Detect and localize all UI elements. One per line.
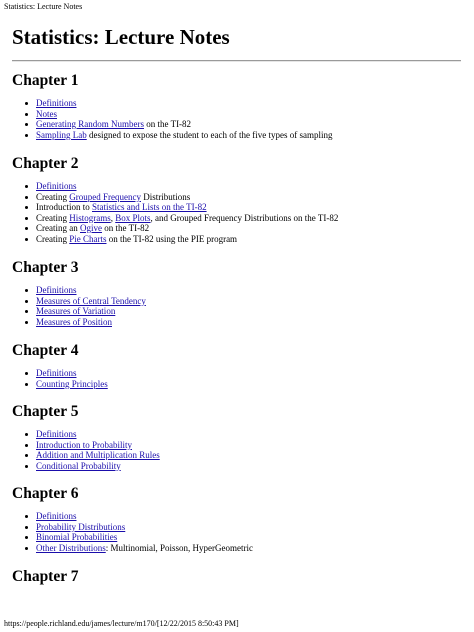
topic-link[interactable]: Definitions	[36, 511, 77, 521]
list-item	[24, 543, 253, 554]
list-item	[24, 296, 146, 307]
topic-link[interactable]: Measures of Central Tendency	[36, 295, 146, 306]
page-title: Statistics: Lecture Notes	[12, 25, 230, 49]
topic-text: on the TI-82	[143, 119, 192, 129]
topic-link[interactable]: Binomial Probabilities	[36, 532, 118, 542]
chapter-topic-list	[24, 511, 253, 553]
topic-link[interactable]: Generating Random Numbers	[36, 119, 144, 129]
list-item	[24, 213, 338, 224]
topic-link[interactable]: Statistics and Lists on the TI-82	[92, 202, 207, 212]
topic-link[interactable]: Introduction to Probability	[36, 439, 132, 450]
topic-text: Creating	[36, 212, 70, 223]
topic-link[interactable]: Measures of Position	[36, 316, 112, 327]
topic-link[interactable]: Definitions	[36, 285, 77, 295]
chapter-heading: Chapter 4	[12, 342, 79, 359]
list-item	[24, 522, 253, 533]
topic-link[interactable]: Probability Distributions	[36, 521, 126, 532]
list-item	[24, 98, 332, 109]
topic-text: ,	[110, 212, 116, 223]
topic-link[interactable]: Conditional Probability	[36, 460, 121, 471]
list-item	[24, 532, 253, 543]
list-item	[24, 306, 146, 317]
topic-link[interactable]: Definitions	[36, 368, 77, 378]
list-item	[24, 181, 338, 192]
chapter-heading: Chapter 3	[12, 259, 79, 276]
chapter-section	[12, 485, 464, 553]
topic-text: : Multinomial, Poisson, HyperGeometric	[105, 542, 253, 553]
chapter-topic-list	[24, 98, 332, 140]
topic-link[interactable]: Measures of Variation	[36, 306, 116, 316]
list-item	[24, 461, 160, 472]
topic-link[interactable]: Grouped Frequency	[69, 191, 141, 202]
topic-text: Creating	[36, 191, 70, 202]
topic-link[interactable]: Addition and Multiplication Rules	[36, 450, 160, 460]
topic-link[interactable]: Notes	[36, 108, 57, 119]
topic-link[interactable]: Box Plots	[115, 212, 151, 223]
chapter-section	[12, 72, 464, 140]
chapter-topic-list	[24, 285, 146, 327]
title-divider	[12, 60, 461, 62]
chapter-topic-list	[24, 181, 338, 244]
chapter-heading: Chapter 1	[12, 72, 79, 89]
chapter-topic-list	[24, 429, 160, 471]
chapter-topic-list	[24, 368, 108, 389]
topic-link[interactable]: Pie Charts	[69, 233, 107, 244]
chapter-heading: Chapter 2	[12, 155, 79, 172]
list-item	[24, 429, 160, 440]
list-item	[24, 202, 338, 213]
chapter-section	[12, 568, 464, 586]
topic-link[interactable]: Counting Principles	[36, 378, 108, 389]
topic-link[interactable]: Sampling Lab	[36, 129, 87, 140]
list-item	[24, 440, 160, 451]
topic-link[interactable]: Other Distributions	[36, 542, 106, 553]
list-item	[24, 450, 160, 461]
chapter-heading: Chapter 7	[12, 568, 79, 585]
chapter-section	[12, 403, 464, 471]
topic-text: on the TI-82 using the PIE program	[106, 233, 238, 244]
topic-link[interactable]: Histograms	[69, 212, 111, 223]
list-item	[24, 317, 146, 328]
topic-text: designed to expose the student to each of the five types of sampling	[86, 129, 333, 140]
list-item	[24, 130, 332, 141]
chapter-section	[12, 155, 464, 244]
list-item	[24, 234, 338, 245]
topic-text: Introduction to	[36, 202, 92, 212]
list-item	[24, 192, 338, 203]
topic-text: , and Grouped Frequency Distributions on the TI-82	[150, 212, 339, 223]
list-item	[24, 511, 253, 522]
topic-text: Creating	[36, 233, 70, 244]
topic-text: Distributions	[140, 191, 191, 202]
list-item	[24, 119, 332, 130]
topic-link[interactable]: Definitions	[36, 181, 77, 191]
topic-link[interactable]: Ogive	[80, 223, 102, 233]
topic-link[interactable]: Definitions	[36, 429, 77, 439]
chapter-heading: Chapter 6	[12, 485, 79, 502]
print-header: Statistics: Lecture Notes	[4, 2, 83, 11]
topic-text: on the TI-82	[102, 223, 150, 233]
topic-link[interactable]: Definitions	[36, 98, 77, 108]
chapter-heading: Chapter 5	[12, 403, 79, 420]
chapter-section	[12, 259, 464, 327]
list-item	[24, 379, 108, 390]
list-item	[24, 285, 146, 296]
topic-text: Creating an	[36, 223, 80, 233]
list-item	[24, 368, 108, 379]
print-footer-url: https://people.richland.edu/james/lecture/m170/[12/22/2015 8:50:43 PM]	[4, 619, 239, 628]
list-item	[24, 223, 338, 234]
chapter-section	[12, 342, 464, 389]
list-item	[24, 109, 332, 120]
